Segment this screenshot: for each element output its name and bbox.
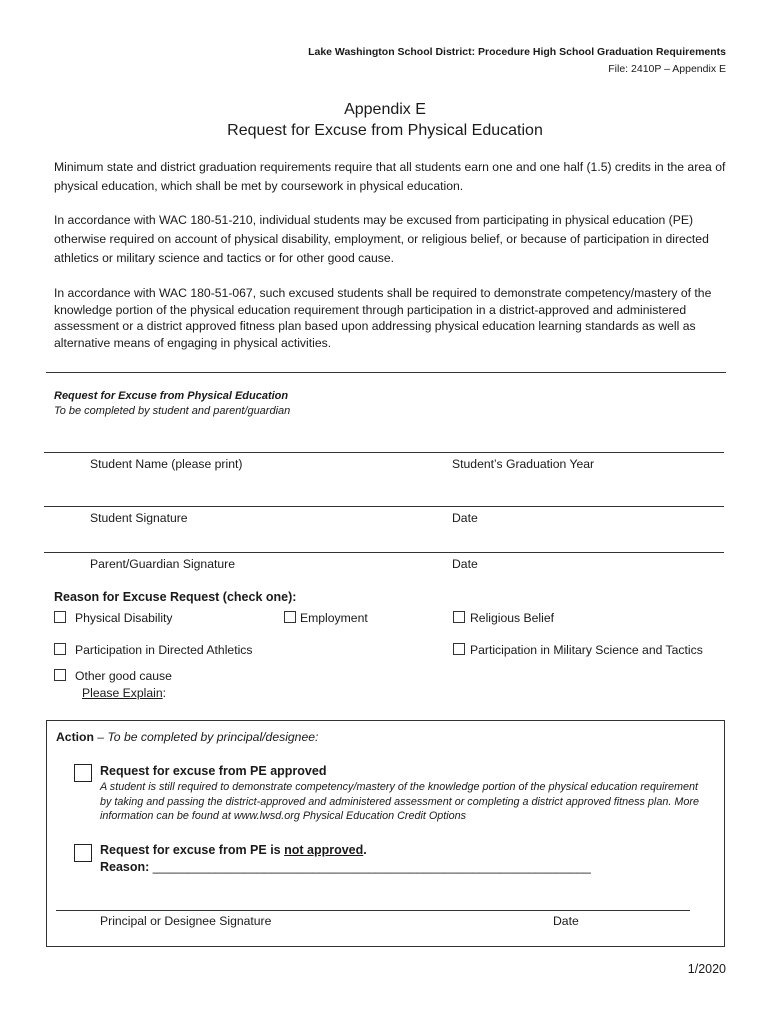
please-explain-label: Please Explain <box>82 686 163 700</box>
checkbox-icon[interactable] <box>284 611 296 623</box>
approved-note: A student is still required to demonstrate competency/mastery of the knowledge portion of the physical education requirement by taking and passing the district-approved and administered assessment or completing a district approved fitness plan. More information can be found at www.lwsd.org Physical Education Credit Options <box>100 781 699 822</box>
reason-heading: Reason for Excuse Request (check one): <box>54 590 297 604</box>
student-name-label: Student Name (please print) <box>90 457 243 471</box>
not-approved-title: Request for excuse from PE is not approved. <box>100 843 367 857</box>
reason-religious-belief-label: Religious Belief <box>470 611 555 625</box>
approved-title: Request for excuse from PE approved <box>100 764 327 778</box>
request-section-title: Request for Excuse from Physical Education <box>54 390 289 402</box>
not-approved-reason[interactable]: Reason: _______________________________________________________________ <box>100 860 591 874</box>
action-box <box>46 720 725 947</box>
parent-signature-line[interactable] <box>44 552 724 553</box>
revision-date: 1/2020 <box>687 962 726 976</box>
reason-employment-label: Employment <box>300 611 368 625</box>
graduation-year-label: Student’s Graduation Year <box>452 457 595 471</box>
checkbox-icon[interactable] <box>453 643 465 655</box>
reason-directed-athletics[interactable] <box>54 643 252 657</box>
student-name-line[interactable] <box>44 452 724 453</box>
student-date-label: Date <box>452 511 478 525</box>
form-title: Request for Excuse from Physical Education <box>227 122 543 139</box>
reason-other[interactable] <box>54 669 172 683</box>
checkbox-icon[interactable] <box>54 643 66 655</box>
paragraph-wac-067: In accordance with WAC 180-51-067, such excused students shall be required to demonstrate competency/mastery of the knowledge portion of the physical education requirement through participation in a district-approved and administered assessment or a district approved fitness plan based upon addressing physical education learning standards as well as alternative means of engaging in physical activities. <box>54 286 712 350</box>
section-divider <box>46 372 726 373</box>
not-approved-checkbox[interactable] <box>74 844 92 862</box>
checkbox-icon[interactable] <box>54 669 66 681</box>
checkbox-icon[interactable] <box>54 611 66 623</box>
approved-checkbox[interactable] <box>74 764 92 782</box>
student-signature-label: Student Signature <box>90 511 188 525</box>
reason-other-label: Other good cause <box>75 669 172 683</box>
student-signature-line[interactable] <box>44 506 724 507</box>
reason-physical-disability[interactable] <box>54 611 173 625</box>
paragraph-requirements: Minimum state and district graduation requirements require that all students earn one and one half (1.5) credits in the area of physical education, which shall be met by coursework in physical education. <box>54 160 726 193</box>
reason-military-science-label: Participation in Military Science and Tactics <box>470 643 703 657</box>
reason-employment[interactable] <box>284 611 368 625</box>
appendix-title: Appendix E <box>344 101 426 118</box>
principal-signature-label: Principal or Designee Signature <box>100 914 272 928</box>
please-explain[interactable]: Please Explain: <box>82 686 167 700</box>
principal-signature-line[interactable] <box>56 910 690 911</box>
principal-date-label: Date <box>553 914 579 928</box>
reason-directed-athletics-label: Participation in Directed Athletics <box>75 643 253 657</box>
paragraph-wac-210: In accordance with WAC 180-51-210, individual students may be excused from participating in physical education (PE) otherwise required on account of physical disability, employment, or religious belief, or because of participation in directed athletics or military science and tactics or for other good cause. <box>54 213 709 265</box>
parent-signature-label: Parent/Guardian Signature <box>90 557 235 571</box>
parent-date-label: Date <box>452 557 478 571</box>
document-header-title: Lake Washington School District: Procedure High School Graduation Requirements <box>308 46 726 58</box>
action-heading: Action – To be completed by principal/designee: <box>56 730 319 744</box>
reason-military-science[interactable] <box>453 643 703 657</box>
reason-physical-disability-label: Physical Disability <box>75 611 173 625</box>
checkbox-icon[interactable] <box>453 611 465 623</box>
reason-religious-belief[interactable] <box>453 611 554 625</box>
document-file-number: File: 2410P – Appendix E <box>608 63 726 75</box>
request-section-subtitle: To be completed by student and parent/guardian <box>54 405 291 417</box>
